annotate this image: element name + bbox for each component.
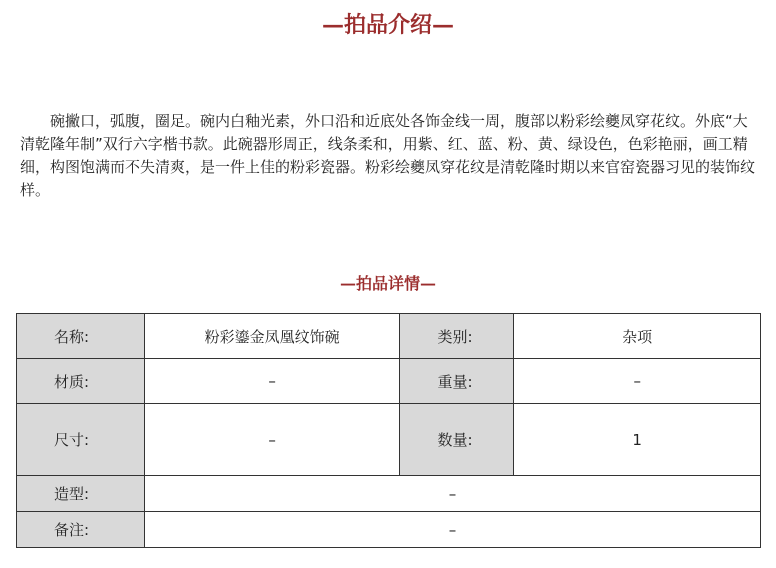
size-value: – bbox=[144, 404, 400, 476]
remark-value: – bbox=[144, 512, 760, 548]
material-label: 材质: bbox=[17, 359, 145, 404]
category-value: 杂项 bbox=[514, 314, 761, 359]
size-label: 尺寸: bbox=[17, 404, 145, 476]
shape-label: 造型: bbox=[17, 476, 145, 512]
material-value: – bbox=[144, 359, 400, 404]
details-table bbox=[16, 313, 761, 548]
table-row bbox=[17, 314, 761, 359]
intro-section-title: —拍品介绍— bbox=[321, 12, 454, 38]
shape-value: – bbox=[144, 476, 760, 512]
category-label: 类别: bbox=[400, 314, 514, 359]
remark-label: 备注: bbox=[17, 512, 145, 548]
name-label: 名称: bbox=[17, 314, 145, 359]
name-value: 粉彩鎏金凤凰纹饰碗 bbox=[144, 314, 400, 359]
quantity-value: 1 bbox=[514, 404, 761, 476]
quantity-label: 数量: bbox=[400, 404, 514, 476]
weight-label: 重量: bbox=[400, 359, 514, 404]
table-row bbox=[17, 359, 761, 404]
intro-paragraph: 碗撇口，弧腹，圈足。碗内白釉光素，外口沿和近底处各饰金线一周，腹部以粉彩绘夔凤穿花纹。外底“大清乾隆年制”双行六字楷书款。此碗器形周正，线条柔和，用紫、红、蓝、粉、黄、绿设色，色彩艳丽，画工精细，构图饱满而不失清爽，是一件上佳的粉彩瓷器。粉彩绘夔凤穿花纹是清乾隆时期以来官窑瓷器习见的装饰纹样。 bbox=[20, 112, 756, 199]
table-row bbox=[17, 476, 761, 512]
details-section-title: —拍品详情— bbox=[339, 274, 436, 293]
table-row bbox=[17, 512, 761, 548]
table-row bbox=[17, 404, 761, 476]
weight-value: – bbox=[514, 359, 761, 404]
